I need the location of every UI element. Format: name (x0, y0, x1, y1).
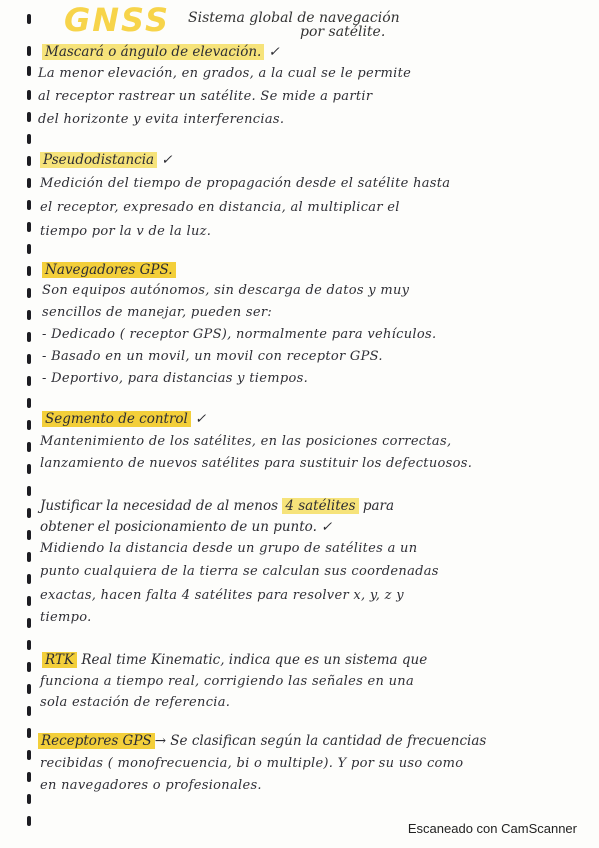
text-line: el receptor, expresado en distancia, al multiplicar el (40, 200, 400, 215)
text-line: del horizonte y evita interferencias. (38, 112, 285, 127)
text-line: Midiendo la distancia desde un grupo de satélites a un (40, 541, 418, 556)
binding-hole-icon (27, 200, 31, 210)
text-line: tiempo. (40, 610, 92, 625)
binding-hole-icon (27, 662, 31, 672)
binding-hole-icon (27, 816, 31, 826)
heading-segmento (42, 411, 206, 427)
text-line: recibidas ( monofrecuencia, bi o multiple). Y por su uso como (40, 756, 464, 771)
text-line: sola estación de referencia. (40, 695, 231, 710)
binding-hole-icon (27, 794, 31, 804)
check-icon: ✓ (268, 44, 280, 60)
heading-receptores-line (38, 733, 486, 749)
binding-hole-icon (27, 750, 31, 760)
text-line: funciona a tiempo real, corrigiendo las señales en una (40, 674, 414, 689)
heading-pseudodistancia (40, 152, 172, 168)
binding-hole-icon (27, 66, 31, 76)
text-line: sencillos de manejar, pueden ser: (42, 305, 273, 320)
text-line: punto cualquiera de la tierra se calculan sus coordenadas (40, 564, 439, 579)
text-line: exactas, hacen falta 4 satélites para resolver x, y, z y (40, 588, 404, 603)
binding-hole-icon (27, 684, 31, 694)
binding-hole-icon (27, 354, 31, 364)
title-line-2: por satélite. (300, 24, 386, 40)
binding-hole-icon (27, 14, 31, 24)
binding-hole-icon (27, 244, 31, 254)
text-line: tiempo por la v de la luz. (40, 224, 212, 239)
heading-justificar-line-2-text: obtener el posicionamiento de un punto. (40, 519, 317, 535)
binding-hole-icon (27, 288, 31, 298)
text-line: La menor elevación, en grados, a la cual se le permite (38, 66, 412, 81)
binding-hole-icon (27, 310, 31, 320)
binding-hole-icon (27, 398, 31, 408)
binding-hole-icon (27, 552, 31, 562)
binding-hole-icon (27, 530, 31, 540)
binding-hole-icon (27, 596, 31, 606)
binding-hole-icon (27, 376, 31, 386)
notebook-margin-holes (0, 0, 18, 848)
binding-hole-icon (27, 640, 31, 650)
heading-navegadores-text: Navegadores GPS. (42, 262, 176, 278)
binding-hole-icon (27, 156, 31, 166)
binding-hole-icon (27, 442, 31, 452)
binding-hole-icon (27, 508, 31, 518)
list-item: - Dedicado ( receptor GPS), normalmente para vehículos. (42, 327, 437, 342)
heading-justificar-text-a: Justificar la necesidad de al menos (40, 498, 283, 514)
title-line-1: Sistema global de navegación (188, 10, 400, 26)
text-line: lanzamiento de nuevos satélites para sustituir los defectuosos. (40, 456, 473, 471)
rtk-description-start: Real time Kinematic, indica que es un sistema que (77, 652, 428, 668)
binding-hole-icon (27, 112, 31, 122)
heading-navegadores (42, 262, 176, 278)
text-line: Medición del tiempo de propagación desde el satélite hasta (40, 176, 451, 191)
binding-hole-icon (27, 266, 31, 276)
binding-hole-icon (27, 420, 31, 430)
heading-segmento-text: Segmento de control (42, 411, 191, 427)
binding-hole-icon (27, 222, 31, 232)
binding-hole-icon (27, 178, 31, 188)
check-icon: ✓ (320, 519, 333, 535)
list-item: - Basado en un movil, un movil con receptor GPS. (42, 349, 383, 364)
heading-receptores-text: Receptores GPS (38, 733, 155, 749)
binding-hole-icon (27, 618, 31, 628)
binding-hole-icon (27, 772, 31, 782)
text-line: Son equipos autónomos, sin descarga de datos y muy (42, 283, 410, 298)
scanner-watermark: Escaneado con CamScanner (407, 821, 577, 836)
binding-hole-icon (27, 574, 31, 584)
heading-justificar (40, 498, 394, 514)
text-line: en navegadores o profesionales. (40, 778, 262, 793)
heading-justificar-highlight: 4 satélites (282, 498, 358, 514)
check-icon: ✓ (194, 411, 207, 427)
heading-mascara-text: Mascará o ángulo de elevación. (42, 44, 264, 60)
text-line: Mantenimiento de los satélites, en las posiciones correctas, (40, 434, 452, 449)
heading-mascara (42, 44, 280, 60)
binding-hole-icon (27, 46, 31, 56)
heading-pseudodistancia-text: Pseudodistancia (40, 152, 157, 168)
heading-justificar-line-2 (40, 519, 332, 535)
heading-rtk-text: RTK (42, 652, 77, 668)
text-line: al receptor rastrear un satélite. Se mide a partir (38, 89, 373, 104)
heading-justificar-text-b: para (358, 498, 395, 514)
binding-hole-icon (27, 134, 31, 144)
receptores-description-start: Se clasifican según la cantidad de frecuencias (166, 733, 487, 749)
binding-hole-icon (27, 464, 31, 474)
list-item: - Deportivo, para distancias y tiempos. (42, 371, 309, 386)
arrow-icon: → (154, 733, 166, 749)
heading-rtk-line (42, 652, 427, 668)
binding-hole-icon (27, 728, 31, 738)
binding-hole-icon (27, 706, 31, 716)
binding-hole-icon (27, 486, 31, 496)
binding-hole-icon (27, 90, 31, 100)
check-icon: ✓ (161, 152, 173, 168)
title-logo: GNSS (64, 1, 170, 39)
binding-hole-icon (27, 332, 31, 342)
